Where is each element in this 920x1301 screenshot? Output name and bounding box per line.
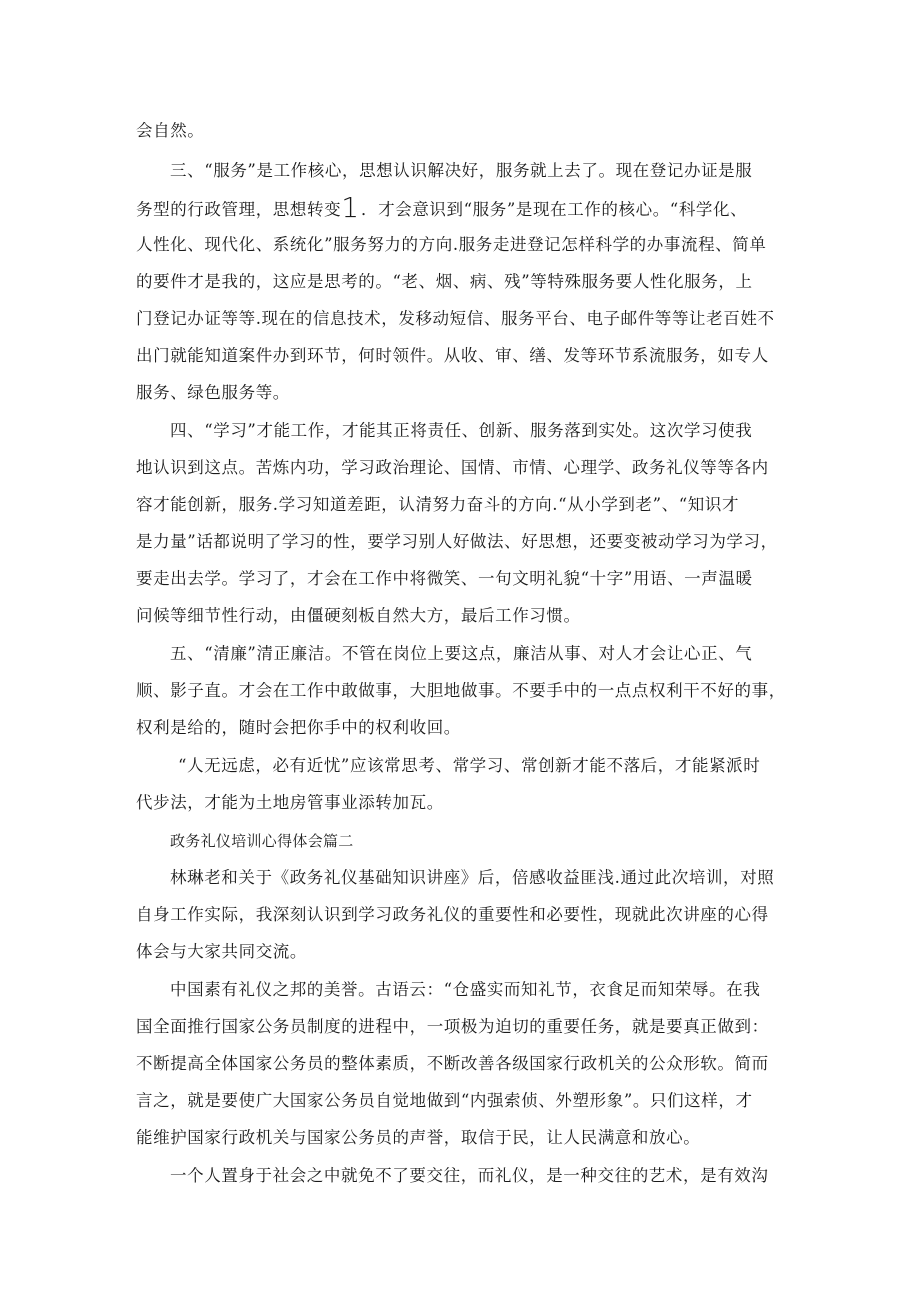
paragraph-line: 中国素有礼仪之邦的美誉。古语云：“仓盛实而知礼节，衣食足而知荣辱。在我 (170, 980, 761, 999)
text-line: 自身工作实际，我深刻认识到学习政务礼仪的重要性和必要性，现就此次讲座的心得 (136, 905, 769, 924)
text-line: 权利是给的，随时会把你手中的权利收回。 (136, 718, 461, 737)
text-line: 的要件才是我的，这应是思考的。“老、烟、病、残”等特殊服务要人性化服务，上 (136, 272, 753, 291)
text-line (136, 191, 748, 224)
text-line: 不断提高全体国家公务员的整体素质，不断改善各级国家行政机关的公众形软。简而 (136, 1054, 769, 1073)
section-five-line: 五、“清廉”清正廉洁。不管在岗位上要这点，廉洁从事、对人才会让心正、气 (170, 644, 753, 663)
text-line: 能维护国家行政机关与国家公务员的声誉，取信于民，让人民满意和放心。 (136, 1128, 701, 1147)
paragraph-line: 一个人置身于社会之中就免不了要交往，而礼仪，是一种交往的艺术，是有效沟 (170, 1166, 769, 1185)
text-line: 地认识到这点。苦炼内功，学习政治理论、国情、市情、心理学、政务礼仪等等各内 (136, 458, 769, 477)
text-line: 国全面推行国家公务员制度的进程中，一项极为迫切的重要任务，就是要真正做到： (136, 1017, 769, 1036)
section-three-line: 三、“服务”是工作核心，思想认识解决好，服务就上去了。现在登记办证是服 (170, 161, 753, 180)
text-line: 代步法，才能为土地房管事业添转加瓦。 (136, 793, 444, 812)
text-line: 会自然。 (136, 121, 205, 140)
text-line: 要走出去学。学习了，才会在工作中将微笑、一句文明礼貌“十字”用语、一声温暖 (136, 569, 753, 588)
paragraph-line: 林琳老和关于《政务礼仪基础知识讲座》后，倍感收益匪浅.通过此次培训，对照 (170, 868, 775, 887)
text-line: 出门就能知道案件办到环节，何时领件。从收、审、缮、发等环节系流服务，如专人 (136, 346, 769, 365)
closing-line: “人无远虑，必有近忧”应该常思考、常学习、常创新才能不落后，才能紧派时 (178, 756, 761, 775)
text-line: 问候等细节性行动，由僵硬刻板自然大方，最后工作习惯。 (136, 606, 581, 625)
text-line: 容才能创新，服务.学习知道差距，认清努力奋斗的方向.“从小学到老”、“知识才 (136, 495, 740, 514)
text-line: 门登记办证等等.现在的信息技术，发移动短信、服务平台、电子邮件等等让老百姓不 (136, 309, 775, 328)
section-heading: 政务礼仪培训心得体会篇二 (170, 832, 354, 850)
text-line: 顺、影子直。才会在工作中敢做事，大胆地做事。不要手中的一点点权利干不好的事， (136, 681, 786, 700)
text-line: 人性化、现代化、系统化”服务努力的方向.服务走进登记怎样科学的办事流程、简单 (136, 235, 767, 254)
text-line: 体会与大家共同交流。 (136, 942, 307, 961)
text-span: ．才会意识到“服务”是现在工作的核心。“科学化、 (361, 200, 748, 219)
text-span: 务型的行政管理，思想转变 (136, 200, 342, 219)
text-line: 是力量”话都说明了学习的性，要学习别人好做法、好思想，还要变被动学习为学习， (136, 532, 778, 551)
text-line: 服务、绿色服务等。 (136, 383, 290, 402)
large-digit: 1 (341, 191, 362, 224)
text-line: 言之，就是要使广大国家公务员自觉地做到“内强索侦、外塑形象”。只们这样，才 (136, 1091, 753, 1110)
section-four-line: 四、“学习”才能工作，才能其正将责任、创新、服务落到实处。这次学习使我 (170, 421, 753, 440)
